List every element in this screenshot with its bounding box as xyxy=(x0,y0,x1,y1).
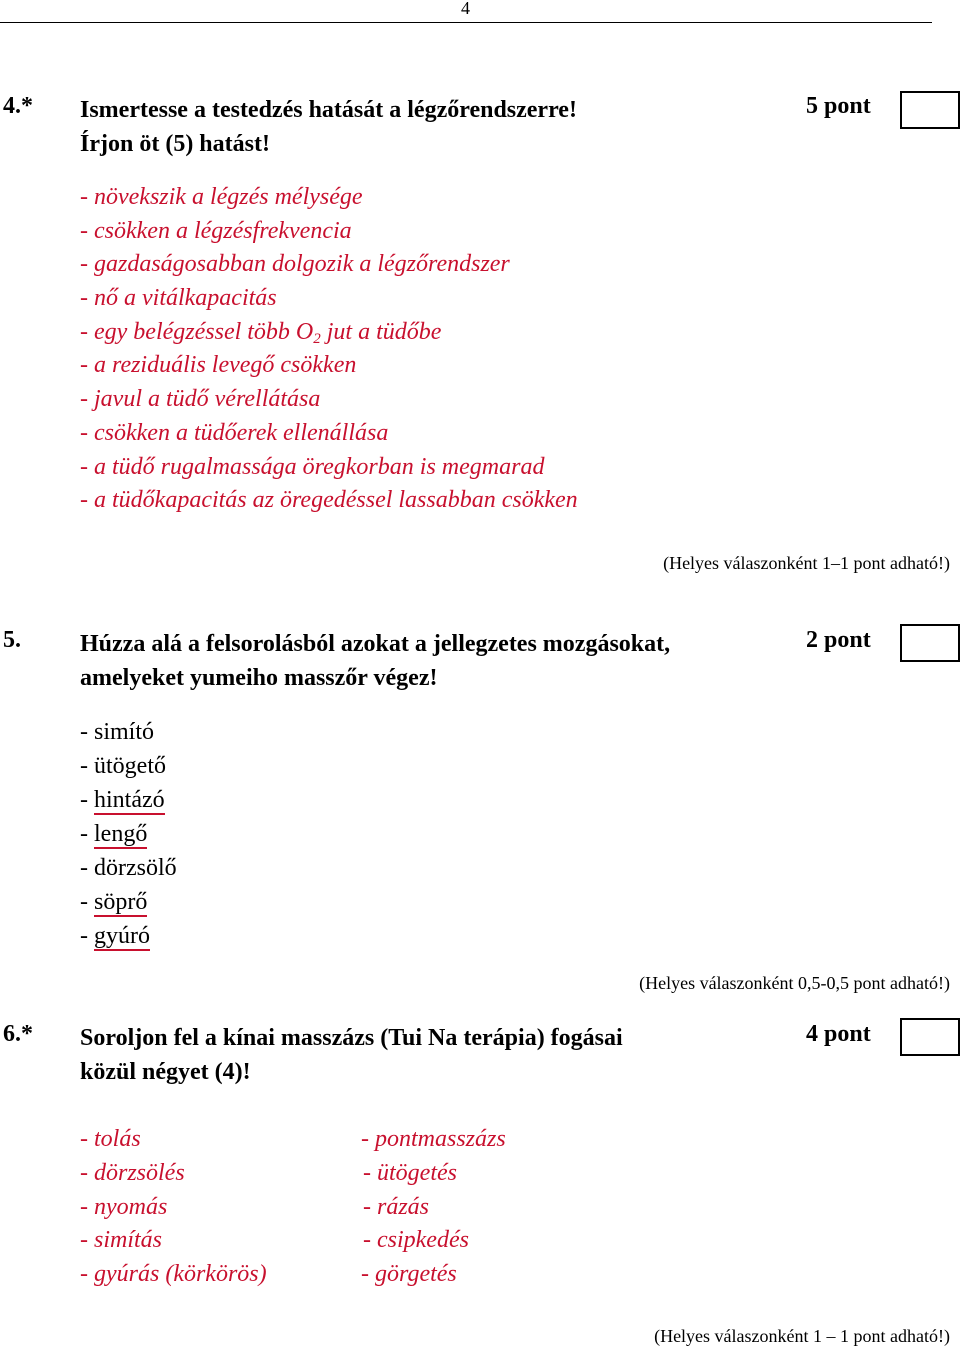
option-text: simító xyxy=(94,719,155,745)
q6-question-line: közül négyet (4)! xyxy=(80,1059,251,1085)
q6-question xyxy=(80,1021,623,1089)
option-text: ütögető xyxy=(94,753,166,779)
option-item-underlined[interactable]: - lengő xyxy=(80,821,148,847)
answer-item: - csökken a légzésfrekvencia xyxy=(80,217,352,244)
answer-row xyxy=(80,1224,680,1258)
option-item[interactable]: - ütögető xyxy=(80,753,166,779)
q4-question xyxy=(80,93,577,161)
q4-score-box[interactable] xyxy=(900,91,960,129)
q4-question-line: Írjon öt (5) hatást! xyxy=(80,131,270,157)
option-item-underlined[interactable]: - gyúró xyxy=(80,923,150,949)
q5-points: 2 pont xyxy=(806,627,871,653)
q5-question-line: Húzza alá a felsorolásból azokat a jellegzetes mozgásokat, xyxy=(80,631,671,657)
answer-item: - gyúrás (körkörös) xyxy=(80,1261,267,1288)
answer-item: - pontmasszázs xyxy=(361,1126,506,1152)
answer-item: - görgetés xyxy=(361,1261,457,1288)
answer-item: - a reziduális levegő csökken xyxy=(80,352,357,379)
answer-o2-subscript: 2 xyxy=(313,330,321,347)
q5-scoring-note: (Helyes válaszonként 0,5-0,5 pont adható!) xyxy=(639,973,950,993)
answer-item: - ütögetés xyxy=(363,1159,457,1186)
answer-item: - növekszik a légzés mélysége xyxy=(80,184,363,210)
header-divider xyxy=(0,22,932,23)
q5-option-list xyxy=(80,715,177,953)
option-item[interactable]: - dörzsölő xyxy=(80,855,177,881)
answer-item: - javul a tüdő vérellátása xyxy=(80,386,321,413)
answer-item: - nő a vitálkapacitás xyxy=(80,285,277,312)
option-text: dörzsölő xyxy=(94,855,177,881)
answer-item: - csipkedés xyxy=(363,1227,469,1254)
answer-row xyxy=(80,1258,680,1292)
answer-item xyxy=(80,316,578,350)
answer-item: - simítás xyxy=(80,1227,163,1254)
q6-number: 6.* xyxy=(3,1021,33,1047)
q5-score-box[interactable] xyxy=(900,624,960,662)
answer-o2-before: - egy belégzéssel több O xyxy=(80,318,314,345)
option-item-underlined[interactable]: - söprő xyxy=(80,889,148,915)
q6-answer-grid xyxy=(80,1123,680,1292)
q6-scoring-note: (Helyes válaszonként 1 – 1 pont adható!) xyxy=(654,1326,950,1346)
option-item[interactable]: - simító xyxy=(80,719,155,745)
option-text: hintázó xyxy=(94,787,165,813)
q4-number: 4.* xyxy=(3,93,33,119)
answer-item: - nyomás xyxy=(80,1193,168,1220)
answer-item: - gazdaságosabban dolgozik a légzőrendszer xyxy=(80,251,510,278)
option-text: lengő xyxy=(94,821,148,847)
q5-question xyxy=(80,627,670,695)
answer-item: - csökken a tüdőerek ellenállása xyxy=(80,419,389,446)
answer-item: - tolás xyxy=(80,1126,141,1152)
answer-item: - a tüdőkapacitás az öregedéssel lassabban csökken xyxy=(80,487,578,514)
q6-score-box[interactable] xyxy=(900,1018,960,1056)
answer-item: - a tüdő rugalmassága öregkorban is megmarad xyxy=(80,453,545,480)
option-text: gyúró xyxy=(94,923,150,949)
answer-row xyxy=(80,1191,680,1225)
q4-question-line: Ismertesse a testedzés hatását a légzőrendszerre! xyxy=(80,97,577,123)
option-text: söprő xyxy=(94,889,148,915)
answer-item: - rázás xyxy=(363,1193,430,1220)
q4-points: 5 pont xyxy=(806,93,871,119)
q6-question-line: Soroljon fel a kínai masszázs (Tui Na terápia) fogásai xyxy=(80,1025,623,1051)
q4-answer-list xyxy=(80,181,578,518)
answer-row xyxy=(80,1123,680,1157)
page-number: 4 xyxy=(461,0,470,18)
q4-scoring-note: (Helyes válaszonként 1–1 pont adható!) xyxy=(663,553,950,573)
answer-o2-after: jut a tüdőbe xyxy=(320,318,442,345)
q6-points: 4 pont xyxy=(806,1021,871,1047)
option-item-underlined[interactable]: - hintázó xyxy=(80,787,165,813)
answer-row xyxy=(80,1157,680,1191)
answer-item: - dörzsölés xyxy=(80,1159,185,1186)
q5-question-line: amelyeket yumeiho masszőr végez! xyxy=(80,665,438,691)
q5-number: 5. xyxy=(3,627,21,653)
